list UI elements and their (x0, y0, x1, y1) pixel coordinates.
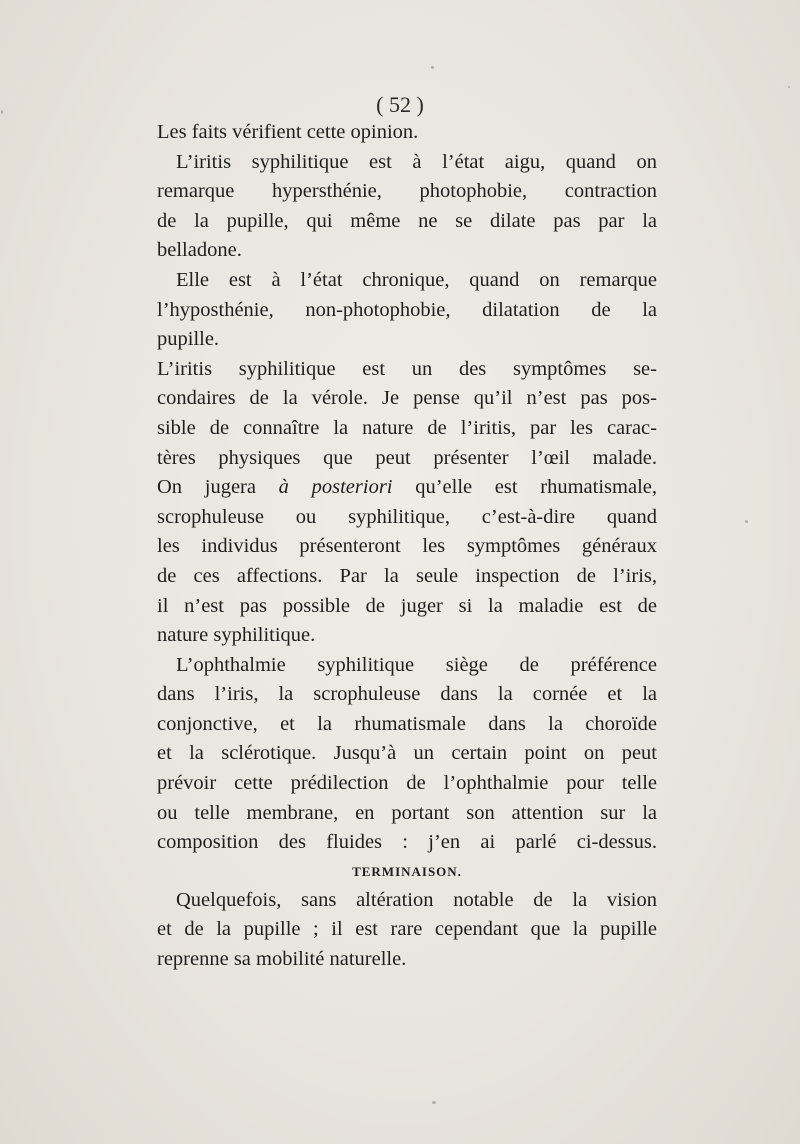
paragraphs-after-heading (157, 886, 657, 975)
body-text (157, 118, 657, 975)
text-segment: qu’elle est rhumatismale, (392, 476, 657, 499)
text-segment: On jugera (157, 476, 279, 499)
text-line: Quelquefois, sans altération notable de la vision (176, 888, 657, 911)
text-line: reprenne sa mobilité naturelle. (157, 948, 407, 971)
text-line: tères physiques que peut présenter l’œil malade. (157, 446, 657, 469)
paper-speck (745, 520, 748, 523)
text-line: les individus présenteront les symptômes généraux (157, 535, 657, 558)
paragraphs-before-heading (157, 118, 657, 858)
text-line: Elle est à l’état chronique, quand on remarque (176, 268, 657, 291)
paper-speck (431, 66, 434, 69)
text-line: l’hyposthénie, non-photophobie, dilatation de la (157, 298, 657, 321)
text-line (157, 473, 657, 503)
text-line: condaires de la vérole. Je pense qu’il n’est pas pos- (157, 387, 657, 410)
text-line: L’iritis syphilitique est à l’état aigu, quand on (176, 150, 657, 173)
page-number: ( 52 ) (376, 92, 424, 117)
text-line: L’ophthalmie syphilitique siège de préférence (176, 653, 657, 676)
paper-speck (1, 110, 3, 114)
text-line: de ces affections. Par la seule inspection de l’iris, (157, 564, 657, 587)
text-line: composition des fluides : j’en ai parlé ci-dessus. (157, 831, 657, 854)
text-line: Les faits vérifient cette opinion. (157, 121, 419, 143)
text-line: nature syphilitique. (157, 624, 316, 647)
text-line: conjonctive, et la rhumatismale dans la choroïde (157, 712, 657, 735)
text-line: scrophuleuse ou syphilitique, c’est-à-dire quand (157, 505, 657, 528)
section-heading: TERMINAISON. (352, 863, 462, 879)
text-line: et la sclérotique. Jusqu’à un certain point on peut (157, 742, 657, 765)
paper-speck (788, 86, 790, 88)
text-line: remarque hypersthénie, photophobie, contraction (157, 180, 657, 203)
text-line: et de la pupille ; il est rare cependant que la pupille (157, 918, 657, 941)
text-line: dans l’iris, la scrophuleuse dans la cornée et la (157, 683, 657, 706)
text-line: pupille. (157, 328, 220, 351)
text-line: ou telle membrane, en portant son attention sur la (157, 801, 657, 824)
text-line: prévoir cette prédilection de l’ophthalmie pour telle (157, 772, 657, 795)
italic-phrase: à posteriori (278, 476, 393, 499)
text-line: belladone. (157, 239, 242, 262)
text-line: L’iritis syphilitique est un des symptômes se- (157, 357, 657, 380)
text-line: de la pupille, qui même ne se dilate pas par la (157, 209, 657, 232)
text-line: il n’est pas possible de juger si la maladie est de (157, 594, 657, 617)
text-line: sible de connaître la nature de l’iritis, par les carac- (157, 416, 657, 439)
paper-speck (432, 1101, 436, 1104)
